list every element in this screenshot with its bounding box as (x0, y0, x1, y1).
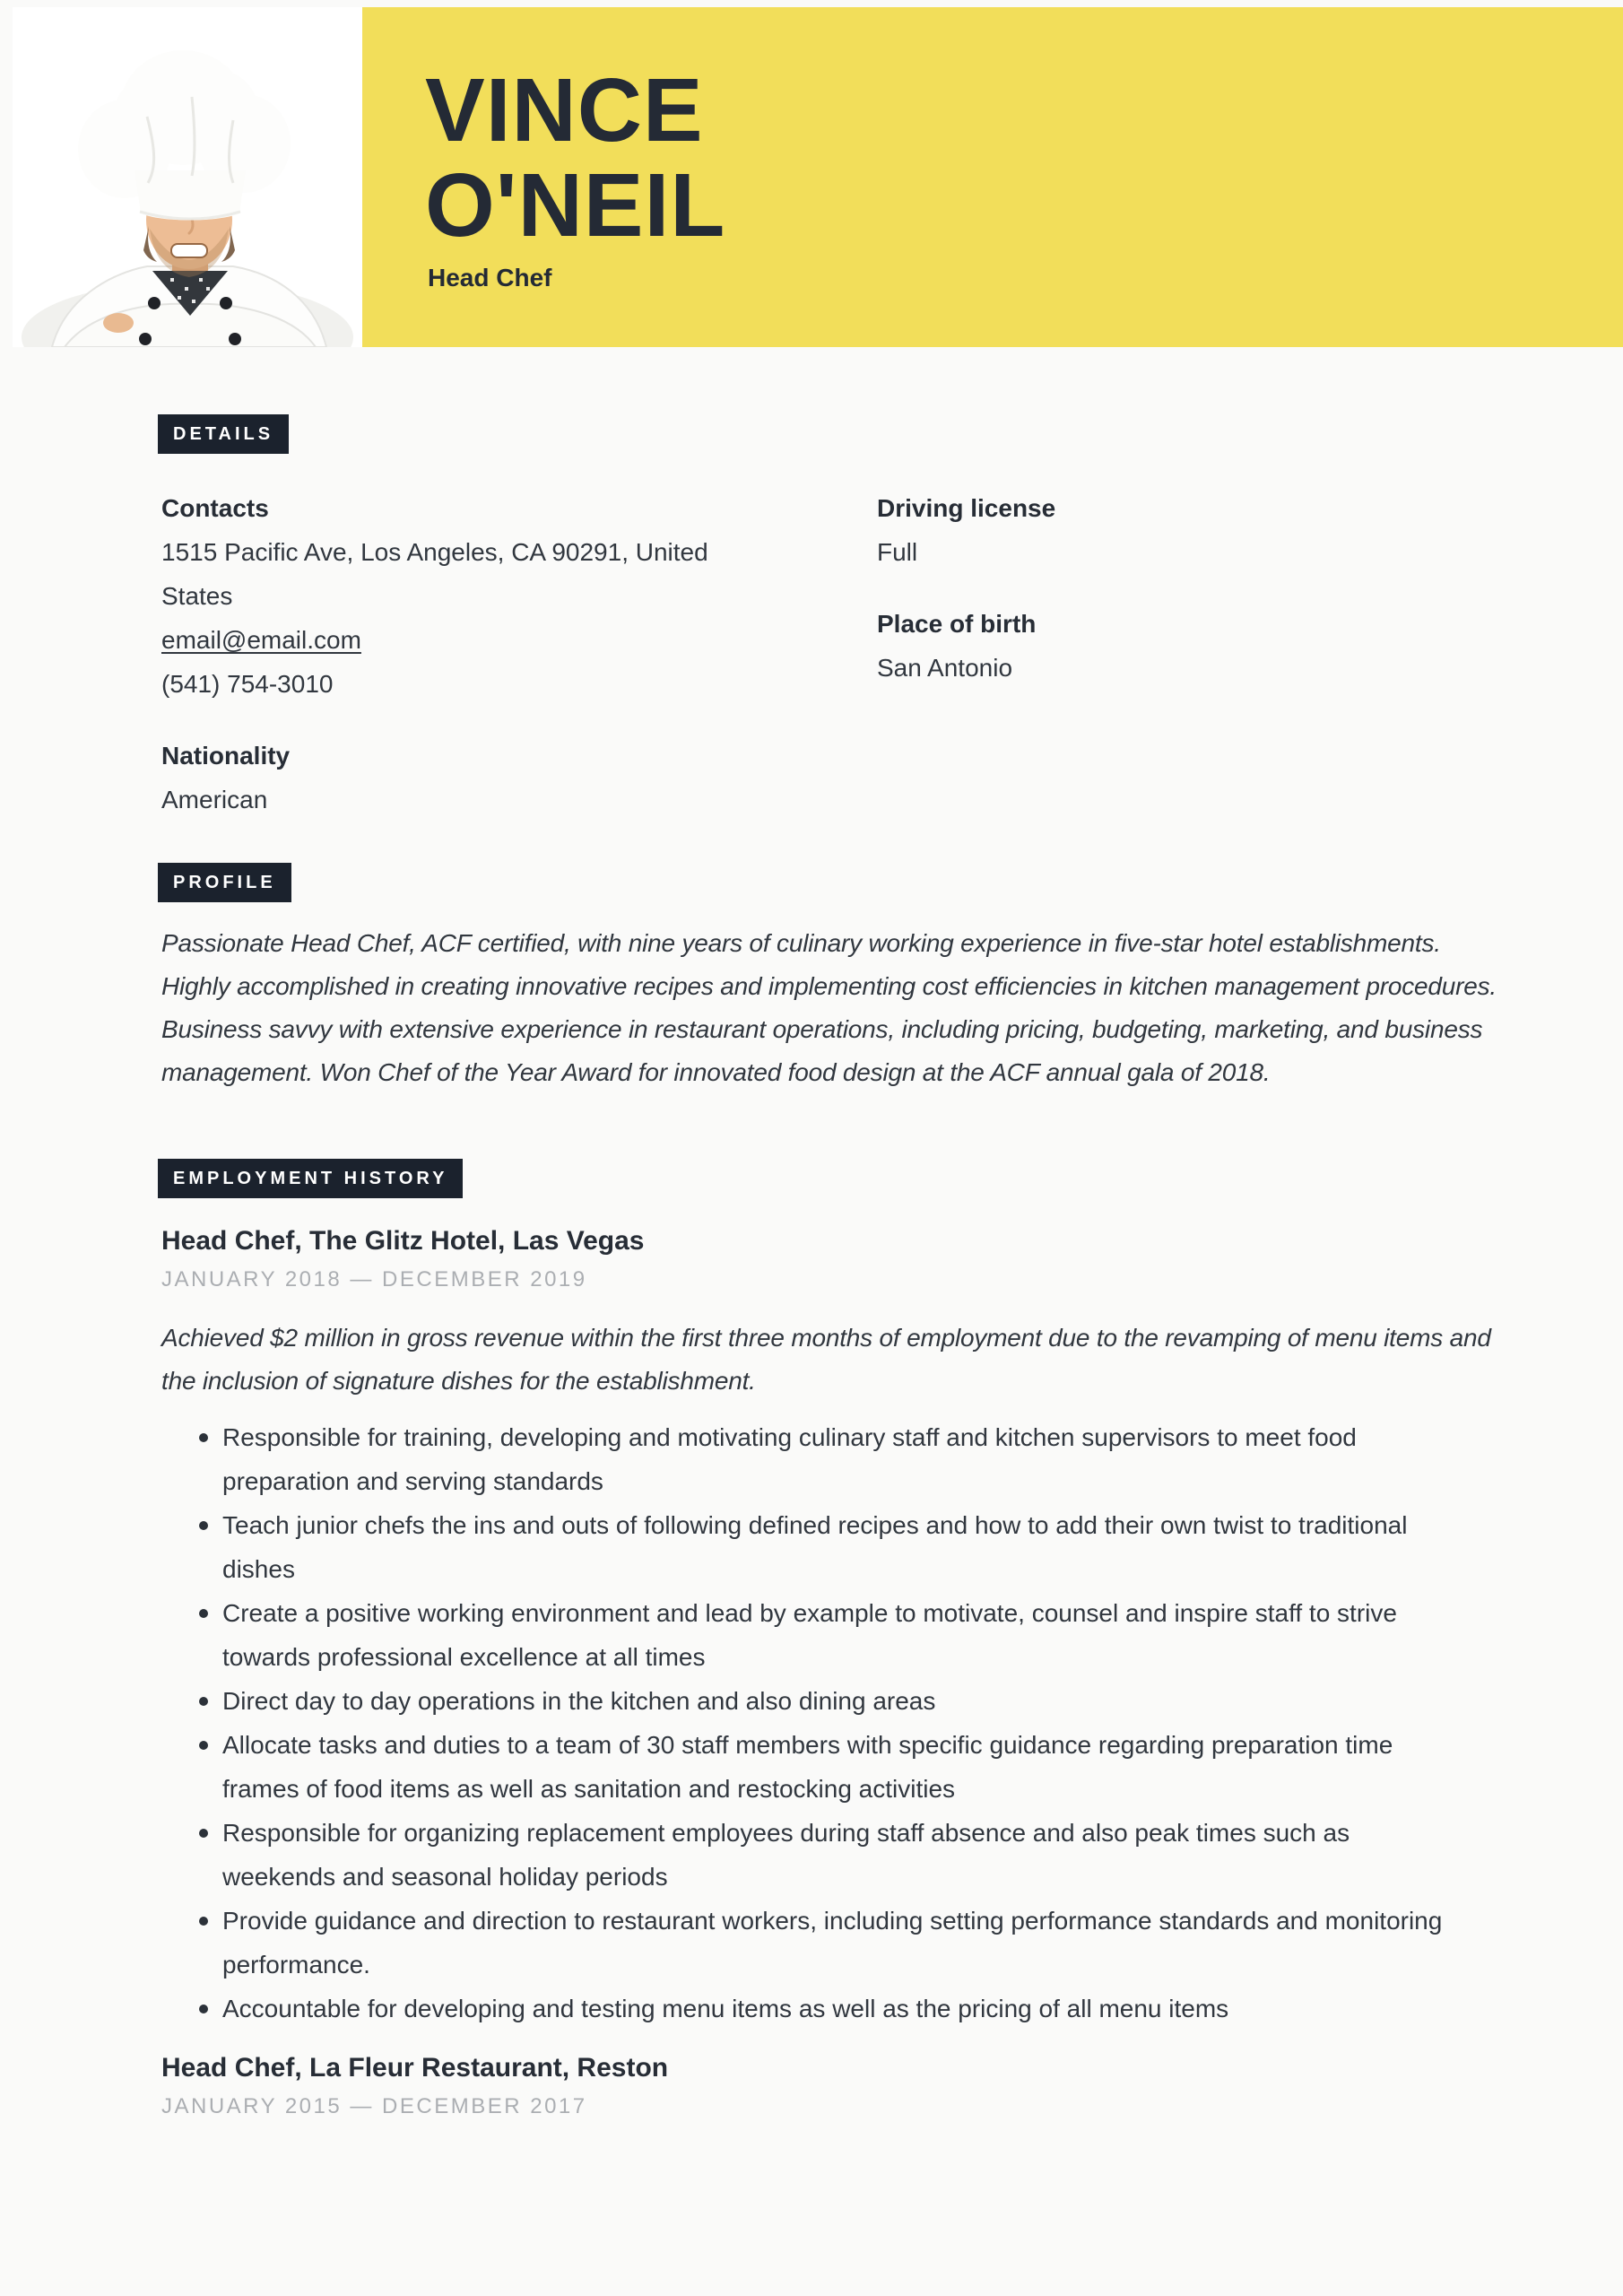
chef-photo-illustration (13, 7, 362, 347)
spacer (161, 706, 780, 734)
job-dates: JANUARY 2018 — DECEMBER 2019 (161, 1267, 587, 1292)
duty-item: Teach junior chefs the ins and outs of following defined recipes and how to add their own twist to traditional dishes (199, 1503, 1465, 1591)
candidate-first-name: VINCE (425, 60, 704, 161)
candidate-name (425, 60, 726, 256)
contacts-heading: Contacts (161, 494, 269, 522)
job-duties-list (199, 1415, 1465, 2031)
chef-photo (13, 7, 362, 347)
duty-item: Accountable for developing and testing menu items as well as the pricing of all menu items (199, 1987, 1465, 2031)
nationality-heading: Nationality (161, 742, 291, 770)
details-right-column (877, 486, 1379, 690)
candidate-last-name: O'NEIL (425, 155, 726, 256)
job-title: Head Chef, La Fleur Restaurant, Reston (161, 2053, 669, 2083)
details-left-column (161, 486, 780, 822)
duty-item: Responsible for training, developing and motivating culinary staff and kitchen supervisors to meet food preparation and serving standards (199, 1415, 1465, 1503)
email-row (161, 618, 780, 662)
place-of-birth-value: San Antonio (877, 654, 1013, 682)
employment-entry-2 (161, 2052, 1511, 2120)
driving-license-heading: Driving license (877, 494, 1056, 522)
email-link[interactable]: email@email.com (161, 626, 361, 654)
duty-item: Direct day to day operations in the kitchen and also dining areas (199, 1679, 1465, 1723)
phone-text: (541) 754-3010 (161, 670, 334, 698)
details-section-label: DETAILS (158, 414, 289, 454)
employment-entry-1 (161, 1225, 1511, 2031)
profile-summary-text: Passionate Head Chef, ACF certified, with nine years of culinary working experience in five-star hotel establishments. Highly accomplished in creating innovative recipes and implementing cost efficiencies in kitchen management procedures. Business savvy with extensive experience in restaurant operations, including pricing, budgeting, marketing, and business management. Won Chef of the Year Award for innovated food design at the ACF annual gala of 2018. (161, 929, 1497, 1086)
profile-section-label: PROFILE (158, 863, 291, 902)
job-title: Head Chef, The Glitz Hotel, Las Vegas (161, 1226, 645, 1256)
duty-item: Allocate tasks and duties to a team of 30 staff members with specific guidance regarding preparation time frames of food items as well as sanitation and restocking activities (199, 1723, 1465, 1811)
employment-section-label: EMPLOYMENT HISTORY (158, 1159, 463, 1198)
place-of-birth-heading: Place of birth (877, 610, 1037, 638)
job-dates: JANUARY 2015 — DECEMBER 2017 (161, 2094, 587, 2118)
driving-license-value: Full (877, 538, 918, 566)
job-summary: Achieved $2 million in gross revenue within the first three months of employment due to the revamping of menu items and the inclusion of signature dishes for the establishment. (161, 1324, 1491, 1395)
duty-item: Create a positive working environment and lead by example to motivate, counsel and inspire staff to strive towards professional excellence at all times (199, 1591, 1465, 1679)
candidate-job-title: Head Chef (428, 264, 552, 291)
spacer (877, 574, 1379, 602)
duty-item: Provide guidance and direction to restaurant workers, including setting performance standards and monitoring performance. (199, 1899, 1465, 1987)
address-text: 1515 Pacific Ave, Los Angeles, CA 90291, United States (161, 538, 708, 610)
header-banner (362, 7, 1623, 347)
duty-item: Responsible for organizing replacement employees during staff absence and also peak times such as weekends and seasonal holiday periods (199, 1811, 1465, 1899)
nationality-value: American (161, 786, 268, 813)
